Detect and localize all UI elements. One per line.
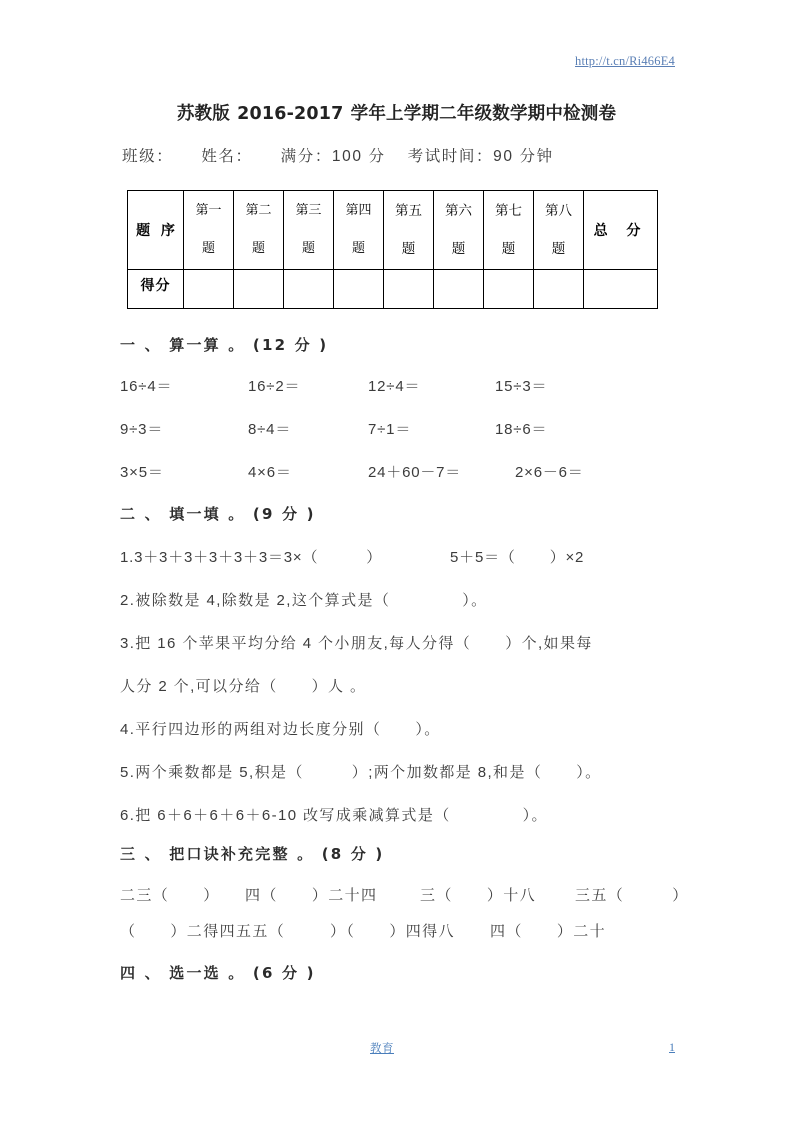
score-input-q3[interactable] [284,270,334,309]
table-row [128,191,658,270]
calc-item: 24＋60－7＝ [368,464,462,481]
footer-link[interactable]: 教育 [370,1041,394,1055]
table-cell-q6 [434,191,484,270]
q8-line1: 第八 [545,203,572,219]
table-cell-q2 [234,191,284,270]
page-title [0,100,793,125]
koujue-item [120,920,285,941]
table-cell-q3 [284,191,334,270]
calc-item: 8÷4＝ [248,421,292,438]
class-label: 班级： [122,148,174,165]
koujue-text: 三（ [420,887,453,904]
koujue-item [420,884,536,905]
score-label-text: 得分 [140,278,171,294]
score-input-q5[interactable] [384,270,434,309]
score-input-q4[interactable] [334,270,384,309]
q1-line2: 题 [201,241,215,256]
fill-item-6 [120,804,548,825]
koujue-text: ） [203,887,220,904]
score-input-q8[interactable] [534,270,584,309]
page-number: 1 [669,1040,675,1054]
koujue-item [120,884,220,905]
source-url-link[interactable]: http://t.cn/Ri466E4 [575,54,675,68]
q1-line1: 第一 [195,203,222,218]
fill-text: 4.平行四边形的两组对边长度分别（ [120,721,382,738]
fill-item-2 [120,589,488,610]
calc-item: 7÷1＝ [368,421,412,438]
fill-text: ）。 [415,721,441,738]
fill-item-3-cont [120,675,366,696]
koujue-item [490,920,606,941]
q2-line2: 题 [251,241,265,256]
table-cell-q8 [534,191,584,270]
q7-line1: 第七 [495,203,522,219]
koujue-text: ）（ [330,923,356,940]
calc-item: 2×6－6＝ [515,464,584,481]
koujue-text: 二三（ [120,887,170,904]
fill-text: ）。 [576,764,602,781]
table-cell-q5 [384,191,434,270]
table-cell-q4 [334,191,384,270]
koujue-text: ）二十 [556,923,607,940]
calc-item: 18÷6＝ [495,421,548,438]
fill-text: 3.把 16 个苹果平均分给 4 个小朋友,每人分得（ [120,635,472,652]
row-label-text: 题 序 [136,223,178,239]
section-heading-3: 三 、 把口诀补充完整 。 (8 分 ) [120,845,385,863]
calc-item: 12÷4＝ [368,378,421,395]
fill-text: ）人 。 [311,678,367,695]
section-heading-1: 一 、 算一算 。 (12 分 ) [120,336,329,354]
fill-text: 5＋5＝（ [450,549,516,566]
q8-line2: 题 [551,241,566,257]
fill-text: 人分 2 个,可以分给（ [120,678,278,695]
q7-line2: 题 [501,241,516,257]
fill-item-4 [120,718,441,739]
fill-blank-close: ）×2 [549,549,585,566]
table-cell-q1 [184,191,234,270]
calc-item: 9÷3＝ [120,421,164,438]
koujue-text: ） [672,887,689,904]
score-input-q1[interactable] [184,270,234,309]
fill-text: 2.被除数是 4,除数是 2,这个算式是（ [120,592,391,609]
q6-line2: 题 [451,241,466,257]
koujue-text: ）十八 [486,887,537,904]
fill-item-1-right [450,546,584,567]
calc-item: 3×5＝ [120,464,164,481]
q3-line2: 题 [301,241,315,256]
q5-line1: 第五 [395,203,422,219]
koujue-text: 四（ [245,887,278,904]
section-heading-4: 四 、 选一选 。 (6 分 ) [120,964,316,982]
calc-item: 16÷2＝ [248,378,301,395]
koujue-text: ）二得四五五（ [170,923,286,940]
fill-text: 5.两个乘数都是 5,积是（ [120,764,304,781]
score-table [127,190,658,309]
fill-text: ）;两个加数都是 8,和是（ [351,764,543,781]
koujue-text: （ [120,923,137,940]
title-prefix: 苏教版 [176,104,230,124]
table-row [128,270,658,309]
q6-line1: 第六 [445,203,472,219]
score-input-total[interactable] [584,270,658,309]
fill-item-1-left [120,546,382,567]
section-heading-2: 二 、 填一填 。 (9 分 ) [120,505,316,523]
table-cell-total-label: 总 分 [584,191,658,270]
calc-item: 4×6＝ [248,464,292,481]
calc-item: 15÷3＝ [495,378,548,395]
fill-text: ）个,如果每 [505,635,593,652]
fill-item-3 [120,632,593,653]
score-input-q6[interactable] [434,270,484,309]
koujue-text: 三五（ [575,887,625,904]
q2-line1: 第二 [245,203,272,218]
exam-time-label: 考试时间：90 分钟 [407,148,554,165]
koujue-text: ）二十四 [311,887,378,904]
q5-line2: 题 [401,241,416,257]
fill-text: ）。 [462,592,488,609]
fill-text: ）。 [522,807,548,824]
koujue-item [575,884,689,905]
koujue-item [245,884,377,905]
score-input-q2[interactable] [234,270,284,309]
fill-item-5 [120,761,602,782]
calc-item: 16÷4＝ [120,378,173,395]
name-label: 姓名： [201,148,253,165]
exam-info-line [122,144,682,166]
table-cell-score-label [128,270,184,309]
table-cell-row-label [128,191,184,270]
title-suffix: 学年上学期二年级数学期中检测卷 [350,104,617,124]
full-score-label: 满分：100 分 [280,148,386,165]
koujue-text: 四（ [490,923,523,940]
fill-text: 1.3＋3＋3＋3＋3＋3＝3×（ [120,549,319,566]
q4-line1: 第四 [345,203,372,218]
title-years: 2016-2017 [237,104,344,124]
table-cell-q7 [484,191,534,270]
q4-line2: 题 [351,241,365,256]
koujue-text: ）四得八 [389,923,455,940]
fill-blank-close: ） [366,549,383,566]
q3-line1: 第三 [295,203,322,218]
fill-text: 6.把 6＋6＋6＋6＋6-10 改写成乘减算式是（ [120,807,451,824]
koujue-item [330,920,455,941]
score-input-q7[interactable] [484,270,534,309]
